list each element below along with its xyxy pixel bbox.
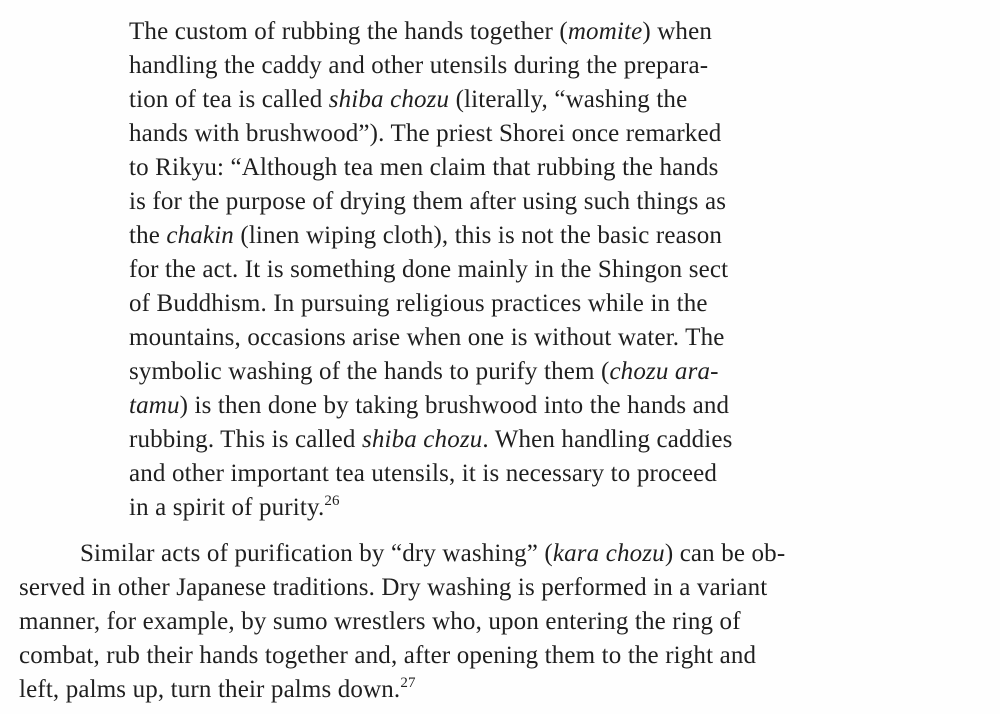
italic-term: tamu [129, 392, 180, 419]
quote-line [129, 151, 719, 185]
text-run: The custom of rubbing the hands together ( [129, 18, 568, 45]
text-run: of Buddhism. In pursuing religious practices while in the [129, 290, 708, 317]
text-run: for the act. It is something done mainly in the Shingon sect [129, 256, 729, 283]
quote-line [129, 253, 728, 287]
paragraph-line [80, 537, 785, 571]
italic-term: shiba chozu [361, 426, 483, 453]
paragraph-line [19, 673, 416, 707]
text-run: (literally, “washing the [449, 86, 688, 113]
text-run: is for the purpose of drying them after using such things as [129, 188, 727, 215]
text-run: left, palms up, turn their palms down. [19, 676, 401, 703]
italic-term: momite [567, 18, 643, 45]
quote-line [129, 15, 712, 49]
text-run: handling the caddy and other utensils during the prepara- [129, 52, 709, 79]
text-run: the [129, 222, 167, 249]
paragraph-line [19, 605, 741, 639]
text-run: . When handling caddies [482, 426, 733, 453]
italic-term: shiba chozu [328, 86, 450, 113]
text-run: ) is then done by taking brushwood into the hands and [179, 392, 730, 419]
text-run: rubbing. This is called [129, 426, 362, 453]
quote-line [129, 355, 719, 389]
italic-term: kara chozu [552, 540, 665, 567]
footnote-marker: 27 [400, 675, 416, 691]
italic-term: chakin [166, 222, 234, 249]
quote-line [129, 321, 724, 355]
text-run: and other important tea utensils, it is necessary to proceed [129, 460, 717, 487]
text-run: mountains, occasions arise when one is without water. The [129, 324, 725, 351]
quote-line [129, 219, 722, 253]
text-run: hands with brushwood”). The priest Shorei once remarked [129, 120, 722, 147]
quote-line [129, 287, 708, 321]
text-run: ) when [642, 18, 712, 45]
footnote-marker: 26 [324, 493, 340, 509]
text-run: manner, for example, by sumo wrestlers who, upon entering the ring of [19, 608, 741, 635]
text-run: combat, rub their hands together and, after opening them to the right and [19, 642, 757, 669]
text-run: tion of tea is called [129, 86, 329, 113]
paragraph-line [19, 571, 767, 605]
text-run: symbolic washing of the hands to purify them ( [129, 358, 610, 385]
quote-line [129, 457, 717, 491]
quote-line [129, 389, 729, 423]
paragraph-line [19, 639, 756, 673]
quote-line [129, 83, 687, 117]
text-run: Similar acts of purification by “dry washing” ( [80, 540, 553, 567]
quote-line [129, 117, 721, 151]
text-run: ) can be ob- [664, 540, 786, 567]
quote-line [129, 491, 340, 525]
text-run: (linen wiping cloth), this is not the basic reason [233, 222, 723, 249]
text-run: in a spirit of purity. [129, 494, 325, 521]
text-run: to Rikyu: “Although tea men claim that rubbing the hands [129, 154, 719, 181]
quote-line [129, 185, 726, 219]
quote-line [129, 423, 733, 457]
italic-term: chozu ara- [609, 358, 719, 385]
text-run: served in other Japanese traditions. Dry washing is performed in a variant [19, 574, 768, 601]
quote-line [129, 49, 708, 83]
